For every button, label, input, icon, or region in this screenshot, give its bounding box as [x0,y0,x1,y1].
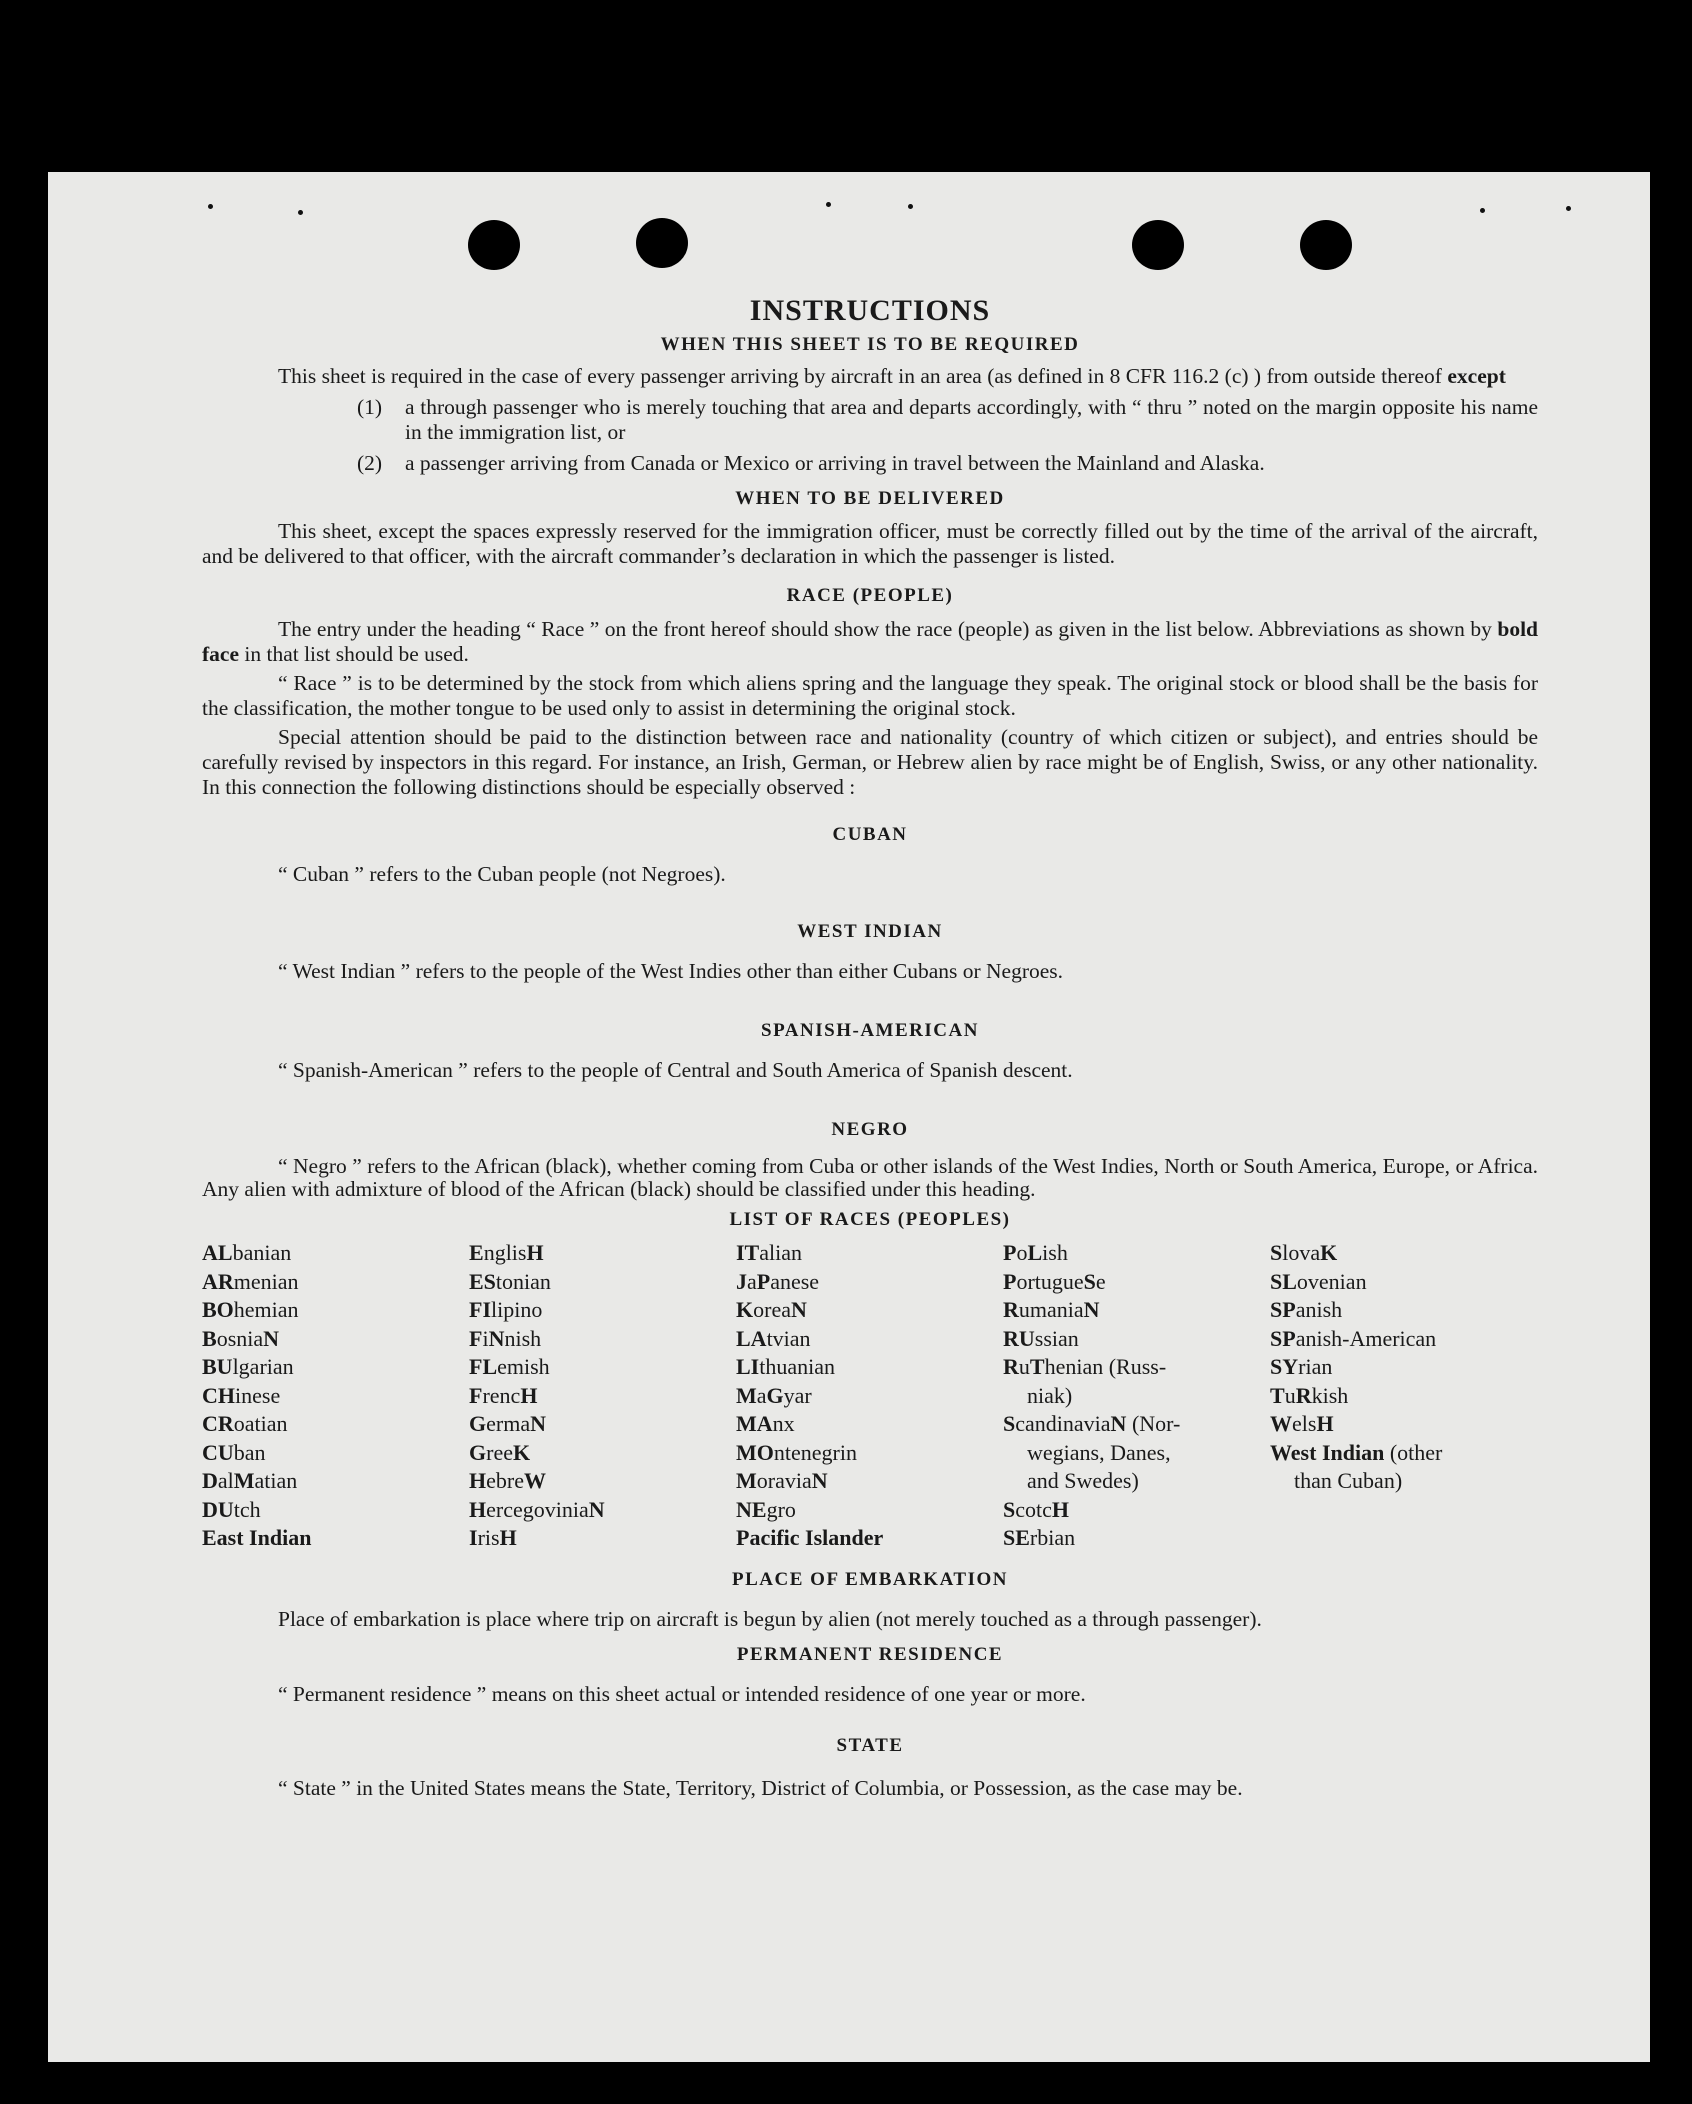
heading-negro: NEGRO [831,1119,909,1140]
heading-state: STATE [836,1734,904,1756]
race-entry: SYrian [1270,1354,1333,1379]
required-item-2: (2) a passenger arriving from Canada or Mexico or arriving in travel between the Mainland and Alaska. [357,451,1265,475]
race-entry: BOhemian [202,1297,299,1322]
heading-west-indian: WEST INDIAN [797,921,943,942]
races-column [469,1239,736,1553]
race-entry: PoLish [1003,1240,1068,1265]
race-entry: ALbanian [202,1240,292,1265]
state-text: “ State ” in the United States means the State, Territory, District of Columbia, or Possession, as the case may be. [278,1775,1243,1800]
negro-text: “ Negro ” refers to the African (black), whether coming from Cuba or other islands of the West Indies, North or South America, Europe, or Africa. Any alien with admixture of blood of the African (black) should be classified under this heading. [202,1154,1538,1201]
speck [298,210,303,215]
punch-hole [1132,220,1184,270]
race-entry: East Indian [202,1525,312,1550]
races-column [736,1239,1003,1553]
race-entry: ScandinaviaN (Nor- [1003,1411,1181,1436]
races-column [1270,1239,1537,1553]
race-entry: and Swedes) [1027,1468,1139,1493]
heading-delivered: WHEN TO BE DELIVERED [735,488,1005,509]
race-entry: EStonian [469,1268,551,1294]
race-entry: CHinese [202,1382,281,1408]
delivered-text: This sheet, except the spaces expressly reserved for the immigration officer, must be correctly filled out by the time of the arrival of the aircraft, and be delivered to that officer, with the aircraft commander’s declaration in which the passenger is listed. [202,519,1538,568]
race-entry: WelsH [1270,1411,1334,1436]
heading-embarkation: PLACE OF EMBARKATION [732,1568,1008,1590]
race-entry: West Indian (other [1270,1439,1443,1465]
speck [1480,208,1485,213]
race-entry: BosniaN [202,1325,280,1351]
race-entry: FiNnish [469,1325,542,1351]
race-entry: wegians, Danes, [1027,1439,1171,1465]
heading-required: WHEN THIS SHEET IS TO BE REQUIRED [660,334,1080,355]
race-entry: CRoatian [202,1411,288,1436]
instructions-content [202,294,1538,1803]
race-entry: RumaniaN [1003,1297,1100,1322]
race-entry: FrencH [469,1382,538,1408]
race-entry: DalMatian [202,1468,298,1493]
race-entry: HercegoviniaN [469,1496,605,1522]
heading-residence: PERMANENT RESIDENCE [736,1643,1004,1665]
speck [908,204,913,209]
speck [1566,206,1571,211]
races-column [202,1239,469,1553]
required-intro: This sheet is required in the case of every passenger arriving by aircraft in an area (as defined in 8 CFR 116.2 (c) ) from outside thereof except [278,364,1506,388]
race-entry: RUssian [1003,1325,1079,1351]
race-entry: MoraviaN [736,1468,828,1493]
race-entry: GreeK [469,1439,531,1465]
race-entry: TuRkish [1270,1382,1349,1408]
race-entry: ARmenian [202,1268,299,1294]
race-entry: SLovenian [1270,1268,1367,1294]
speck [208,204,213,209]
residence-text: “ Permanent residence ” means on this sheet actual or intended residence of one year or more. [278,1681,1086,1706]
race-entry: LIthuanian [736,1354,836,1379]
race-entry: FIlipino [469,1297,543,1322]
heading-cuban: CUBAN [832,824,908,845]
race-paragraph-1: The entry under the heading “ Race ” on the front hereof should show the race (people) as given in the list below. Abbreviations as shown by bold face in that list should be used. [202,617,1538,666]
heading-race: RACE (PEOPLE) [786,585,954,606]
race-entry: SPanish-American [1270,1325,1437,1351]
race-entry: IrisH [469,1525,517,1550]
document-sheet [48,172,1650,2062]
embarkation-text: Place of embarkation is place where trip on aircraft is begun by alien (not merely touched as a through passenger). [278,1606,1262,1631]
race-entry: SPanish [1270,1297,1343,1322]
race-entry: than Cuban) [1294,1468,1403,1493]
races-column [1003,1239,1270,1553]
race-entry: PortugueSe [1003,1268,1106,1294]
race-entry: ScotcH [1003,1496,1070,1522]
heading-spanish-american: SPANISH-AMERICAN [761,1020,979,1041]
race-entry: DUtch [202,1496,261,1522]
race-entry: JaPanese [736,1268,820,1294]
race-entry: niak) [1027,1382,1073,1408]
cuban-text: “ Cuban ” refers to the Cuban people (not Negroes). [278,862,726,886]
punch-hole [636,218,688,268]
heading-list-of-races: LIST OF RACES (PEOPLES) [729,1209,1011,1230]
race-entry: ITalian [736,1240,803,1265]
race-entry: SErbian [1003,1525,1076,1550]
race-entry: MOntenegrin [736,1439,857,1465]
race-entry: Pacific Islander [736,1525,884,1550]
page-title: INSTRUCTIONS [749,294,991,327]
race-paragraph-2: “ Race ” is to be determined by the stock from which aliens spring and the language they speak. The original stock or blood shall be the basis for the classification, the mother tongue to be used only to assist in determining the original stock. [202,671,1538,720]
race-entry: LAtvian [736,1325,811,1351]
west-indian-text: “ West Indian ” refers to the people of the West Indies other than either Cubans or Negroes. [278,959,1064,983]
punch-hole [1300,220,1352,270]
race-entry: MAnx [736,1411,795,1436]
race-entry: EnglisH [469,1240,544,1265]
race-entry: RuThenian (Russ- [1003,1354,1167,1379]
race-entry: KoreaN [736,1297,807,1322]
speck [826,202,831,207]
spanish-american-text: “ Spanish-American ” refers to the people of Central and South America of Spanish descent. [278,1058,1073,1082]
race-entry: HebreW [469,1468,546,1493]
race-entry: MaGyar [736,1382,812,1408]
races-list [202,1239,1538,1553]
required-item-1: (1) a through passenger who is merely touching that area and departs accordingly, with “ thru ” noted on the margin opposite his name in the immigration list, or [357,395,1538,444]
race-entry: BUlgarian [202,1354,294,1379]
race-entry: GermaN [469,1411,546,1436]
race-entry: NEgro [736,1496,796,1522]
race-entry: CUban [202,1439,266,1465]
race-paragraph-3: Special attention should be paid to the distinction between race and nationality (country of which citizen or subject), and entries should be carefully revised by inspectors in this regard. For instance, an Irish, German, or Hebrew alien by race might be of English, Swiss, or any other nationality. In this connection the following distinctions should be especially observed : [202,725,1538,799]
race-entry: FLemish [469,1354,550,1379]
punch-hole [468,220,520,270]
race-entry: SlovaK [1270,1240,1338,1265]
